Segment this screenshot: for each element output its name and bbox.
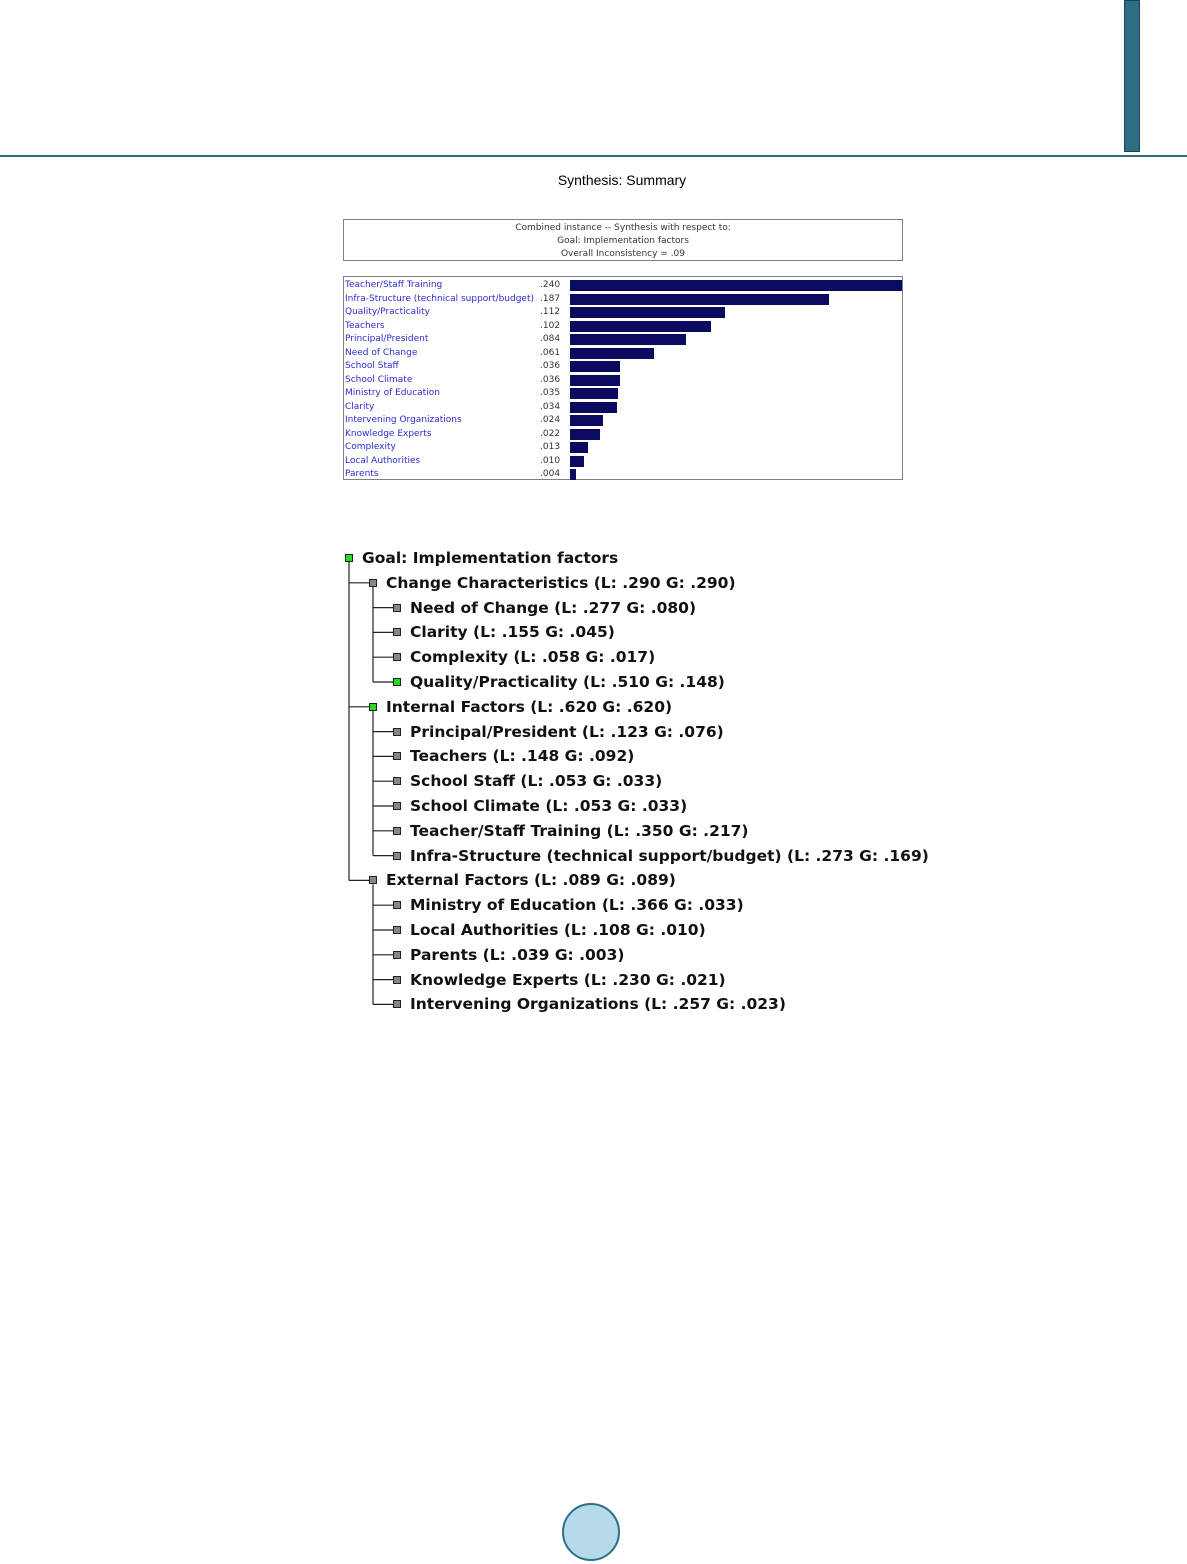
node-label: School Climate (L: .053 G: .033) [410,797,688,815]
node-label: Clarity (L: .155 G: .045) [410,623,615,642]
bar [570,348,654,359]
node-square-icon [393,901,401,909]
bar-value-label: .187 [540,293,561,304]
node-square-icon [369,703,377,711]
node-label: Ministry of Education (L: .366 G: .033) [410,896,744,915]
bar-row [344,306,904,319]
bar-value-label: .035 [540,388,561,398]
bar [570,388,618,399]
bar-value-label: .024 [540,415,561,425]
bar [570,375,620,386]
node-label: Teacher/Staff Training (L: .350 G: .217) [410,821,749,840]
bar [570,429,600,440]
bar-category-label[interactable]: Complexity [345,442,396,452]
bar-category-label[interactable]: Infra-Structure (technical support/budget) [345,293,534,304]
node-square-icon [393,604,401,612]
node-square-icon [393,951,401,959]
node-square-icon [393,653,401,661]
node-label: Principal/President (L: .123 G: .076) [410,722,724,741]
node-label: Local Authorities (L: .108 G: .010) [410,921,706,939]
bar-category-label[interactable]: Knowledge Experts [345,428,432,439]
bar-value-label: .061 [540,347,561,358]
bar-row [344,387,904,400]
bar-category-label[interactable]: Principal/President [345,334,429,344]
node-label: Infra-Structure (technical support/budget) (L: .273 G: .169) [410,846,929,865]
node-label: Knowledge Experts (L: .230 G: .021) [410,970,726,989]
bar-row [344,374,904,387]
info-line-3: Overall Inconsistency = .09 [560,249,686,259]
bar-category-label[interactable]: School Staff [345,361,399,371]
bar [570,402,617,413]
node-label: External Factors (L: .089 G: .089) [386,871,676,890]
bar [570,334,686,345]
bar-row [344,279,904,292]
node-square-icon [393,852,401,860]
bar-category-label[interactable]: Clarity [345,401,375,412]
bar-value-label: .084 [540,334,561,344]
node-square-icon [345,554,353,562]
bar-value-label: .013 [540,442,561,452]
synthesis-info-box [343,219,903,261]
bar-category-label[interactable]: Teachers [345,320,385,331]
node-square-icon [393,628,401,636]
bar-row [344,293,904,306]
info-line-1: Combined instance -- Synthesis with respect to: [515,223,731,233]
bar-row [344,468,904,481]
bar-value-label: .240 [540,280,561,290]
bar [570,456,584,467]
node-square-icon [393,802,401,810]
bar-category-label[interactable]: Parents [345,469,379,479]
node-square-icon [393,926,401,934]
priority-bar-chart [343,276,903,480]
node-square-icon [393,827,401,835]
node-label: Need of Change (L: .277 G: .080) [410,598,697,617]
bar-row [344,333,904,346]
bar-value-label: .022 [540,428,561,439]
node-square-icon [369,579,377,587]
node-label: Parents (L: .039 G: .003) [410,945,625,964]
bar-value-label: .004 [540,469,561,479]
bar-row [344,428,904,441]
bar-value-label: .010 [540,455,561,466]
node-label: Goal: Implementation factors [362,549,619,567]
bar [570,307,725,318]
bar-category-label[interactable]: Intervening Organizations [345,415,462,425]
bar-value-label: .034 [540,401,561,412]
node-square-icon [393,1000,401,1008]
bar-category-label[interactable]: Local Authorities [345,455,421,466]
bar [570,280,902,291]
node-label: Internal Factors (L: .620 G: .620) [386,697,673,716]
bar-row [344,347,904,360]
bar-category-label[interactable]: Quality/Practicality [345,307,430,317]
bar-value-label: .036 [540,361,561,371]
node-square-icon [393,728,401,736]
bar-value-label: .102 [540,320,561,331]
node-label: Quality/Practicality (L: .510 G: .148) [410,673,725,691]
node-square-icon [393,678,401,686]
node-label: Teachers (L: .148 G: .092) [410,747,635,766]
node-square-icon [393,752,401,760]
header-tab-marker [1124,0,1140,152]
bar [570,442,588,453]
bar [570,415,603,426]
bar [570,469,576,480]
bar-value-label: .112 [540,307,561,317]
bar-value-label: .036 [540,374,561,385]
bar-row [344,320,904,333]
header-rule [0,155,1187,157]
bar-category-label[interactable]: Need of Change [345,347,418,358]
hierarchy-tree [343,546,943,1026]
bar-row [344,360,904,373]
info-line-2: Goal: Implementation factors [557,236,689,246]
node-label: Complexity (L: .058 G: .017) [410,648,656,667]
node-square-icon [393,777,401,785]
figure-caption: Synthesis: Summary [557,172,687,188]
page-number-badge [562,1503,620,1561]
bar-row [344,401,904,414]
bar-row [344,441,904,454]
bar-row [344,414,904,427]
node-square-icon [393,976,401,984]
bar-row [344,455,904,468]
node-label: Change Characteristics (L: .290 G: .290) [386,573,736,592]
bar [570,294,829,305]
bar-category-label[interactable]: Teacher/Staff Training [345,280,443,290]
node-label: School Staff (L: .053 G: .033) [410,772,663,791]
bar-category-label[interactable]: School Climate [345,374,413,385]
node-label: Intervening Organizations (L: .257 G: .023) [410,995,786,1014]
node-square-icon [369,876,377,884]
bar-category-label[interactable]: Ministry of Education [345,388,440,398]
bar [570,361,620,372]
bar [570,321,711,332]
